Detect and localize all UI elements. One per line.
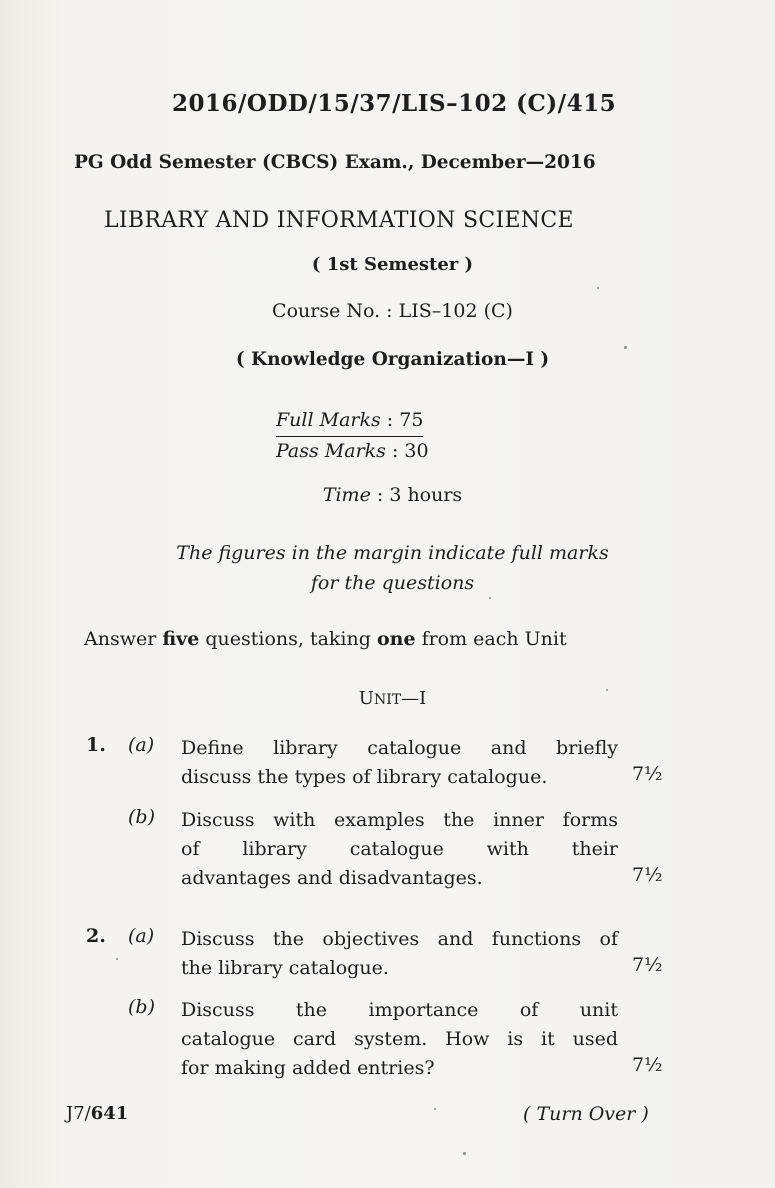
scan-speck bbox=[116, 958, 118, 960]
paper-title: ( Knowledge Organization—I ) bbox=[235, 349, 550, 370]
question-part-label: (b) bbox=[128, 806, 155, 828]
question-number: 2. bbox=[86, 925, 106, 947]
question-text: discuss the types of library catalogue. bbox=[181, 766, 548, 788]
scan-speck bbox=[434, 1108, 436, 1110]
unit-heading: UNIT—I bbox=[358, 688, 427, 709]
scan-speck bbox=[489, 597, 491, 599]
turn-over: ( Turn Over ) bbox=[523, 1103, 649, 1125]
time-allowed: Time : 3 hours bbox=[322, 484, 463, 506]
scan-speck bbox=[463, 1152, 466, 1155]
question-text: Define library catalogue and briefly bbox=[181, 737, 618, 759]
footer-code: J7/641 bbox=[66, 1103, 129, 1124]
question-marks: 7½ bbox=[632, 954, 663, 976]
instruction: Answer five questions, taking one from each Unit bbox=[84, 628, 567, 650]
question-text: Discuss the objectives and functions of bbox=[181, 928, 618, 950]
question-part-label: (b) bbox=[128, 996, 155, 1018]
question-part-label: (a) bbox=[128, 925, 155, 947]
margin-note: The figures in the margin indicate full marks for the questions bbox=[176, 542, 609, 594]
course-number: Course No. : LIS–102 (C) bbox=[272, 300, 513, 322]
question-marks: 7½ bbox=[632, 864, 663, 886]
question-text: of library catalogue with their bbox=[181, 838, 618, 860]
subject-title: LIBRARY AND INFORMATION SCIENCE bbox=[104, 208, 574, 233]
marks-block bbox=[276, 406, 429, 466]
scan-speck bbox=[624, 346, 627, 349]
question-text: catalogue card system. How is it used bbox=[181, 1028, 618, 1050]
exam-title: PG Odd Semester (CBCS) Exam., December—2016 bbox=[74, 152, 596, 173]
scan-speck bbox=[597, 287, 599, 289]
scan-speck bbox=[606, 689, 608, 691]
question-text: the library catalogue. bbox=[181, 957, 389, 979]
question-text: Discuss the importance of unit bbox=[181, 999, 618, 1021]
question-number: 1. bbox=[86, 734, 106, 756]
question-part-label: (a) bbox=[128, 734, 155, 756]
full-marks: Full Marks : 75 bbox=[276, 406, 423, 437]
semester-label: ( 1st Semester ) bbox=[311, 254, 474, 275]
question-text: advantages and disadvantages. bbox=[181, 867, 483, 889]
pass-marks: Pass Marks : 30 bbox=[276, 440, 429, 462]
question-marks: 7½ bbox=[632, 1054, 663, 1076]
paper-code: 2016/ODD/15/37/LIS–102 (C)/415 bbox=[172, 90, 617, 117]
question-text: for making added entries? bbox=[181, 1057, 435, 1079]
question-marks: 7½ bbox=[632, 763, 663, 785]
question-text: Discuss with examples the inner forms bbox=[181, 809, 618, 831]
